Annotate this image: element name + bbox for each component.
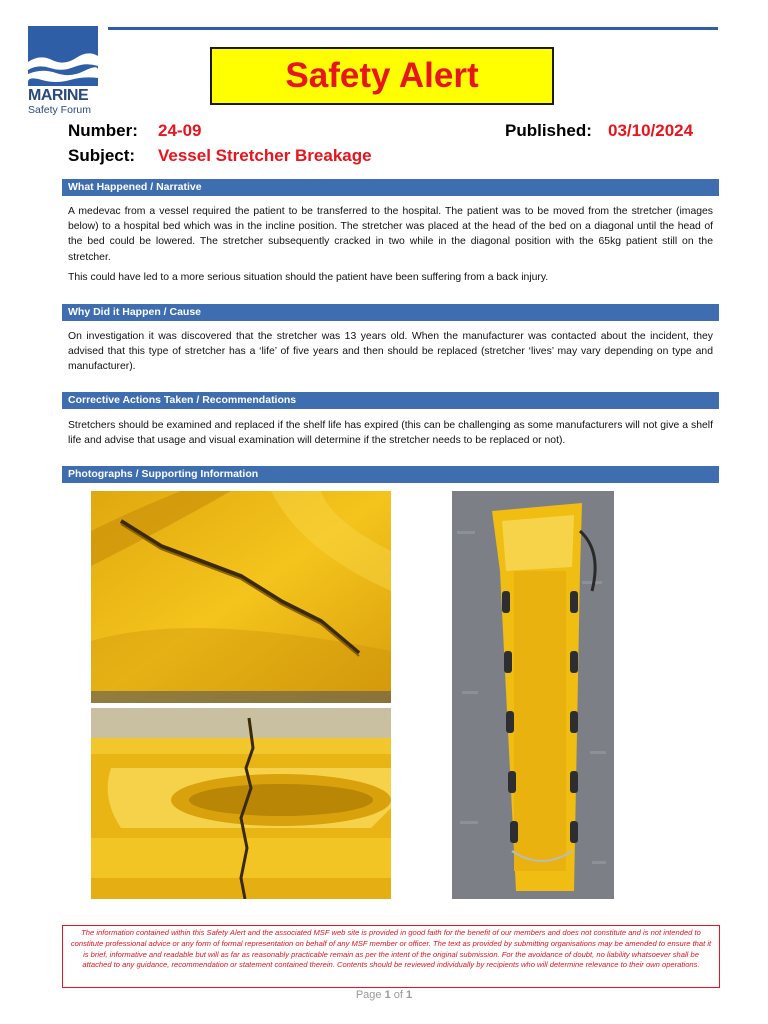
page-title: Safety Alert [285,56,479,95]
why-paragraph: On investigation it was discovered that the stretcher was 13 years old. When the manufacturer was contacted about the incident, they advised that this type of stretcher has a ‘life’ of five years and then should be replaced (stretcher ‘lives’ may vary depending on type and manufacturer). [68,331,713,373]
published-label: Published: [505,121,592,140]
logo-waves-icon [28,26,98,86]
page-total: 1 [406,989,413,1001]
logo-subtitle: Safety Forum [28,104,92,116]
what-happened-paragraph-1: A medevac from a vessel required the patient to be transferred to the hospital. The patient was to be moved from the stretcher (images below) to a hospital bed which was in the incline position. The stretcher was placed at the head of the bed on a diagonal until the head of the bed could be lowered. The stretcher subsequently cracked in two while in the diagonal position with the 65kg patient still on the stretcher. [68,206,713,263]
page-word: Page [355,989,382,1001]
number-value: 24-09 [158,121,202,140]
section-heading-what-happened: What Happened / Narrative [62,179,719,196]
page-of: of [393,989,403,1001]
photo-side-crack [91,708,391,899]
section-heading-corrective: Corrective Actions Taken / Recommendations [62,392,719,409]
subject-label: Subject: [68,146,136,165]
corrective-paragraph: Stretchers should be examined and replaced if the shelf life has expired (this can be challenging as some manufacturers will not give a shelf life and advise that usage and visual examination will determine if the stretcher needs to be replaced or not). [68,420,713,447]
logo-text [28,87,100,116]
page-number [0,989,768,1001]
subject-value: Vessel Stretcher Breakage [158,146,372,165]
what-happened-paragraph-2: This could have led to a more serious situation should the patient have been suffering from a back injury. [68,272,549,283]
title-box [210,47,554,105]
number-label: Number: [68,121,138,140]
header-rule [108,27,718,30]
section-heading-why: Why Did it Happen / Cause [62,304,719,321]
page-current: 1 [384,989,391,1001]
photo-full-stretcher [452,491,614,899]
disclaimer-text: The information contained within this Safety Alert and the associated MSF web site is provided in good faith for the benefit of our members and does not constitute and is not intended to constitute professional advice or any form of formal representation on behalf of any MSF member or officer. The text as provided by submitting organisations may be amended to ensure that it is brief, informative and readable but will as far as reasonably practicable remain as per the intent of the original submission. For the avoidance of doubt, no liability whatsoever shall be attached to any guidance, recommendation or statement contained therein. Contents should be reviewed individually by recipients who will determine relevance to their own operations. [70,928,712,970]
photo-crack-closeup [91,491,391,703]
disclaimer-box [62,925,720,988]
section-heading-photos: Photographs / Supporting Information [62,466,719,483]
published-value: 03/10/2024 [608,121,694,140]
logo-brand: MARINE [28,87,89,104]
